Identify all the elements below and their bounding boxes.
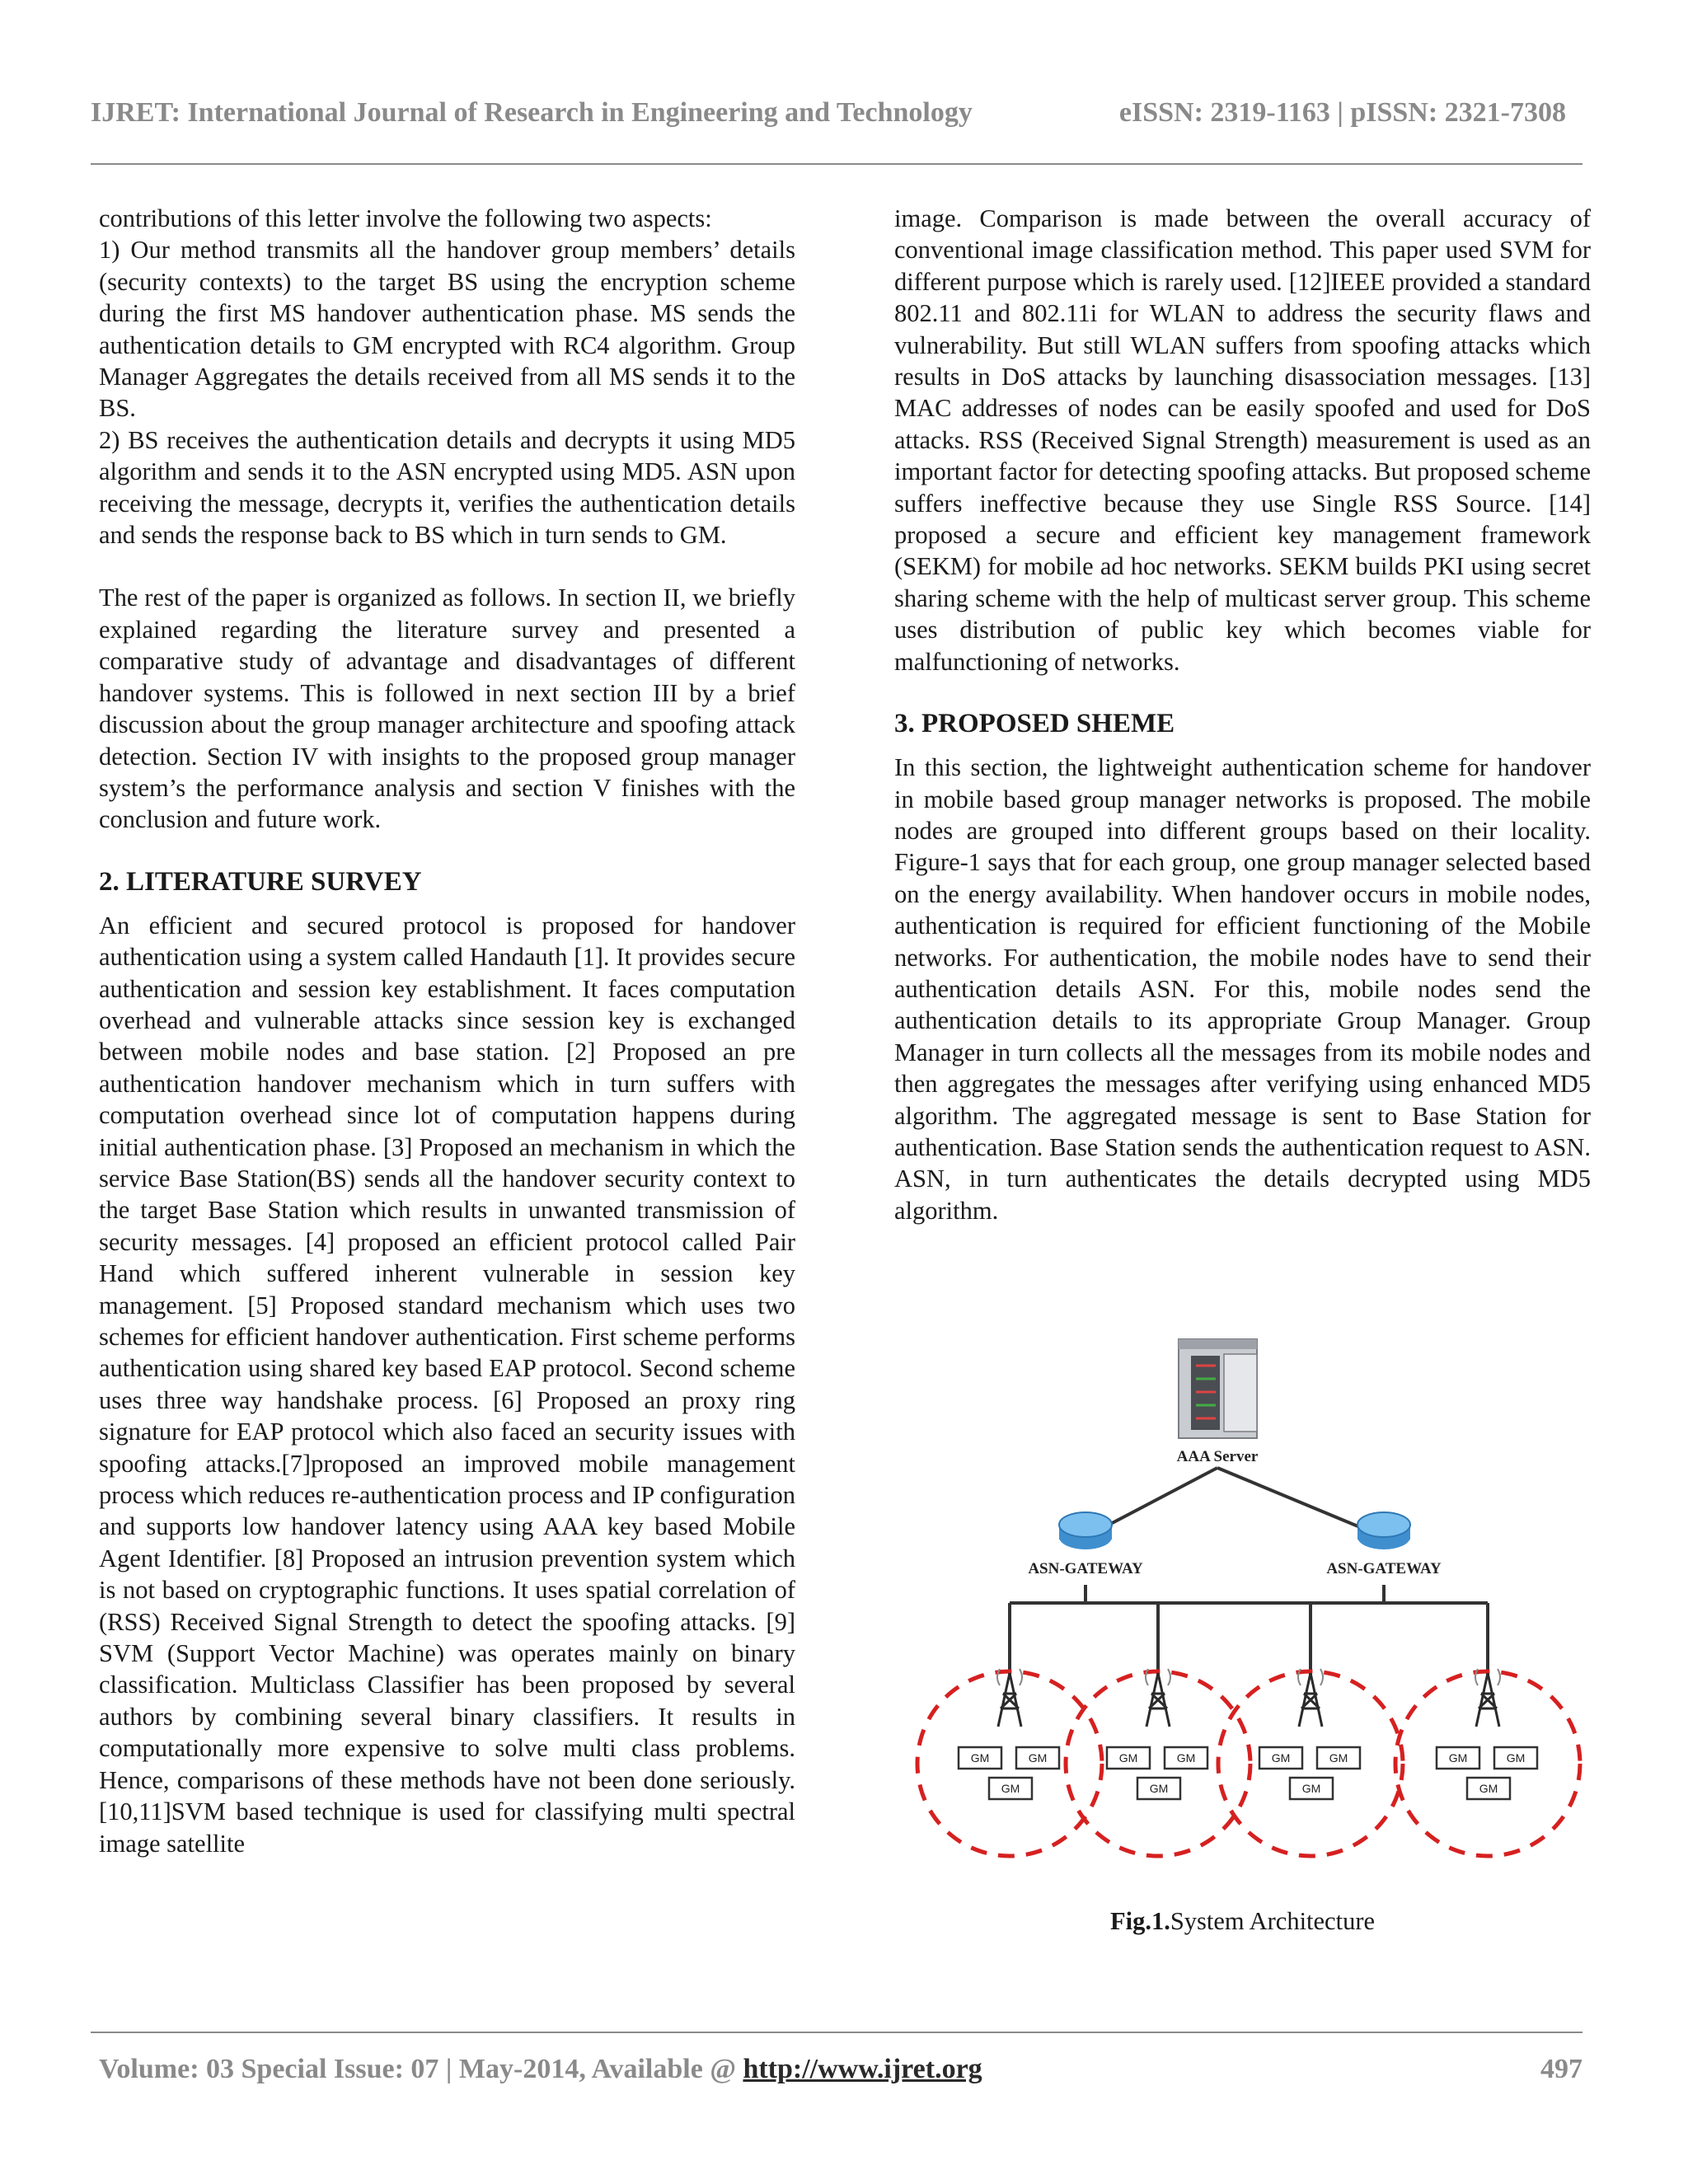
signal-icon — [1320, 1669, 1323, 1685]
gm-node-label: GM — [1448, 1751, 1468, 1765]
footer-rule — [91, 2032, 1582, 2033]
paragraph: The rest of the paper is organized as follows. In section II, we briefly explained regarding the literature survey and presented a comparative study of advantage and disadvantages of different handover systems. This is followed in next section III by a brief discussion about the group manager architecture and spoofing attack detection. Section IV with insights to the proposed group manager system’s the performance analysis and section V finishes with the conclusion and future work. — [99, 583, 795, 834]
signal-icon — [1146, 1669, 1148, 1685]
aaa-server-label: AAA Server — [1176, 1448, 1259, 1465]
issn-info: eISSN: 2319-1163 | pISSN: 2321-7308 — [1118, 97, 1566, 128]
gm-node-label: GM — [1506, 1751, 1526, 1765]
router-icon — [1059, 1512, 1112, 1549]
caption-label: Fig.1. — [1109, 1907, 1170, 1935]
page-number: 497 — [1540, 2054, 1582, 2084]
signal-icon — [1168, 1669, 1170, 1685]
section-heading: 2. LITERATURE SURVEY — [99, 866, 422, 897]
paragraph: In this section, the lightweight authentication scheme for handover in mobile based group manager networks is proposed. The mobile nodes are grouped into different groups based on their locality. Figure-1 says that for each group, one group manager selected based on the energy availability. When handover occurs in mobile nodes, authentication is required for efficient functioning of the Mobile networks. For authentication, the mobile nodes have to send their authentication details ASN. For this, mobile nodes send the authentication details to its appropriate Group Manager. Group Manager in turn collects all the messages from its mobile nodes and then aggregates the messages after verifying using enhanced MD5 algorithm. The aggregated message is sent to Base Station for authentication. Base Station sends the authentication request to ASN. ASN, in turn authenticates the details decrypted using MD5 algorithm. — [894, 753, 1591, 1225]
paragraph: 2) BS receives the authentication details and decrypts it using MD5 algorithm and sends it to the ASN encrypted using MD5. ASN upon receiving the message, decrypts it, verifies the authentication details and sends the response back to BS which in turn sends to GM. — [99, 425, 795, 550]
signal-icon — [1498, 1669, 1500, 1685]
signal-icon — [1475, 1669, 1478, 1685]
gm-node-label: GM — [1479, 1782, 1498, 1795]
right-column — [894, 203, 1591, 1226]
volume-info: Volume: 03 Special Issue: 07 | May-2014, Available @ — [99, 2054, 743, 2084]
gm-node-label: GM — [1271, 1751, 1291, 1765]
journal-link[interactable]: http://www.ijret.org — [743, 2054, 982, 2084]
paragraph: contributions of this letter involve the following two aspects: — [99, 204, 712, 232]
section-heading: 3. PROPOSED SHEME — [894, 709, 1175, 739]
server-icon — [1179, 1339, 1257, 1438]
caption-text: System Architecture — [1170, 1907, 1376, 1935]
asn-gateway-label: ASN-GATEWAY — [1028, 1560, 1143, 1577]
signal-icon — [1020, 1669, 1022, 1685]
gm-node-label: GM — [1301, 1782, 1321, 1795]
gm-node-label: GM — [970, 1751, 990, 1765]
journal-title: IJRET: International Journal of Research in Engineering and Technology — [91, 97, 973, 128]
gm-node-label: GM — [1149, 1782, 1169, 1795]
signal-icon — [1298, 1669, 1301, 1685]
paragraph: An efficient and secured protocol is proposed for handover authentication using a system called Handauth [1]. It provides secure authentication and session key establishment. It faces computation overhead and vulnerable attacks since session key is exchanged between mobile nodes and base station. [2] Proposed an pre authentication handover mechanism which in turn suffers with computation overhead since lot of computation happens during initial authentication phase. [3] Proposed an mechanism in which the service Base Station(BS) sends all the handover security context to the target Base Station which results in unwanted transmission of security messages. [4] proposed an efficient protocol called Pair Hand which suffered inherent vulnerable in session key management. [5] Proposed standard mechanism which uses two schemes for efficient handover authentication. First scheme performs authentication using shared key based EAP protocol. Second scheme uses three way handshake process. [6] Proposed an proxy ring signature for EAP protocol which also faced an security issues with spoofing attacks.[7]proposed an improved mobile management process which reduces re-authentication process and IP configuration and supports low handover latency using AAA key based Mobile Agent Identifier. [8] Proposed an intrusion prevention system which is not based on cryptographic functions. It uses spatial correlation of (RSS) Received Signal Strength to detect the spoofing attacks. [9] SVM (Support Vector Machine) was operates mainly on binary classification. Multiclass Classifier has been proposed by several authors by combining several binary classifiers. It results in computationally more expensive to solve multi class problems. Hence, comparisons of these methods have not been done seriously. [10,11]SVM based technique is used for classifying multi spectral image satellite — [99, 911, 795, 1858]
router-icon — [1357, 1512, 1410, 1549]
paragraph: image. Comparison is made between the overall accuracy of conventional image classification method. This paper used SVM for different purpose which is rarely used. [12]IEEE provided a standard 802.11 and 802.11i for WLAN to address the security flaws and vulnerability. But still WLAN suffers from spoofing attacks which results in DoS attacks by launching disassociation messages. [13] MAC addresses of nodes can be easily spoofed and used for DoS attacks. RSS (Received Signal Strength) measurement is used as an important factor for detecting spoofing attacks. But proposed scheme suffers ineffective because they use Single RSS Source. [14] proposed a secure and efficient key management framework (SEKM) for mobile ad hoc networks. SEKM builds PKI using secret sharing scheme with the help of multicast server group. This scheme uses distribution of public key which becomes viable for malfunctioning of networks. — [894, 204, 1591, 676]
gm-node-label: GM — [1329, 1751, 1348, 1765]
gm-node-label: GM — [1118, 1751, 1138, 1765]
gm-node-label: GM — [1001, 1782, 1020, 1795]
gm-node-label: GM — [1028, 1751, 1048, 1765]
paragraph: 1) Our method transmits all the handover group members’ details (security contexts) to the target BS using the encryption scheme during the first MS handover authentication phase. MS sends the authentication details to GM encrypted with RC4 algorithm. Group Manager Aggregates the details received from all MS sends it to the BS. — [99, 236, 795, 423]
system-architecture-figure — [894, 1315, 1591, 1883]
asn-gateway-label: ASN-GATEWAY — [1326, 1560, 1442, 1577]
figure-caption — [894, 1907, 1591, 1936]
gm-node-label: GM — [1176, 1751, 1196, 1765]
signal-icon — [997, 1669, 1000, 1685]
left-column — [99, 203, 795, 1859]
header-rule — [91, 163, 1582, 165]
